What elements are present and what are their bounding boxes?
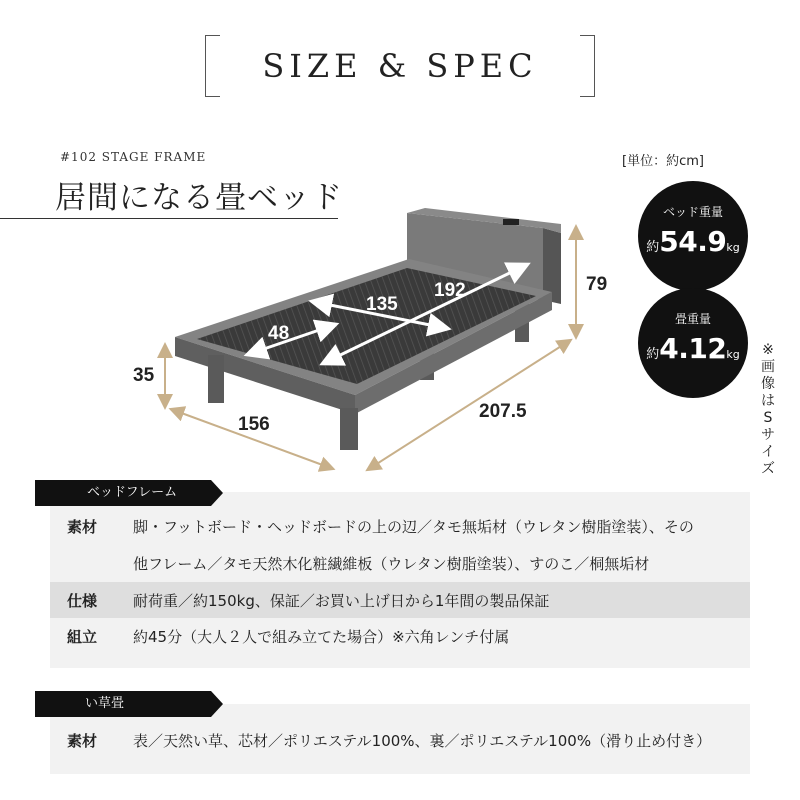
tatami-weight-unit: kg (726, 348, 740, 361)
page-title: SIZE & SPEC (262, 47, 538, 85)
tatami-weight-prefix: 約 (646, 347, 660, 362)
bed-weight-badge (638, 181, 748, 291)
dim-length: 207.5 (479, 401, 527, 422)
tatami-weight-badge (638, 288, 748, 398)
catchphrase: 居間になる畳ベッド (55, 180, 343, 216)
bed-leg (340, 408, 358, 450)
spec-key: 素材 (67, 732, 98, 750)
spec-value: 他フレーム／タモ天然木化粧繊維板（ウレタン樹脂塗装）、すのこ／桐無垢材 (133, 555, 650, 573)
tatami-weight-value (638, 332, 748, 365)
image-size-note: ※画像はSサイズ (761, 342, 775, 477)
bed-frame (175, 259, 552, 414)
spec-row-spec (50, 582, 750, 618)
dim-tatami-width: 48 (268, 323, 290, 344)
spec-value: 表／天然い草、芯材／ポリエステル100%、裏／ポリエステル100%（滑り止め付き） (133, 732, 712, 750)
tatami-section-tag: い草畳 (35, 691, 211, 717)
frame-section-tag: ベッドフレーム (35, 480, 211, 506)
bed-weight-unit: kg (726, 241, 740, 254)
bed-weight-number: 54.9 (659, 225, 727, 258)
tatami-weight-label: 畳重量 (674, 312, 711, 326)
bed-weight-prefix: 約 (646, 240, 660, 255)
spec-value: 約45分（大人２人で組み立てた場合）※六角レンチ付属 (133, 628, 510, 646)
dim-height-total: 79 (586, 274, 608, 295)
dim-height-frame: 35 (133, 365, 155, 386)
dim-width: 156 (238, 414, 270, 435)
frame-spec-panel (50, 492, 750, 668)
spec-value: 脚・フットボード・ヘッドボードの上の辺／タモ無垢材（ウレタン樹脂塗装）、その (133, 518, 694, 536)
spec-key: 仕様 (67, 592, 98, 610)
dim-inner-length: 192 (434, 280, 466, 301)
spec-row-assembly (50, 618, 750, 658)
spec-key: 素材 (67, 518, 98, 536)
spec-value: 耐荷重／約150kg、保証／お買い上げ日から1年間の製品保証 (133, 592, 550, 610)
bed-weight-label: ベッド重量 (662, 205, 723, 219)
tatami-weight-number: 4.12 (659, 332, 727, 365)
bed-leg (208, 355, 224, 403)
bed-weight-value (638, 225, 748, 258)
dim-inner-width: 135 (366, 294, 398, 315)
unit-note: [単位：約cm] (622, 154, 704, 169)
model-line: #102 STAGE FRAME (60, 150, 207, 164)
spec-key: 組立 (67, 628, 98, 646)
